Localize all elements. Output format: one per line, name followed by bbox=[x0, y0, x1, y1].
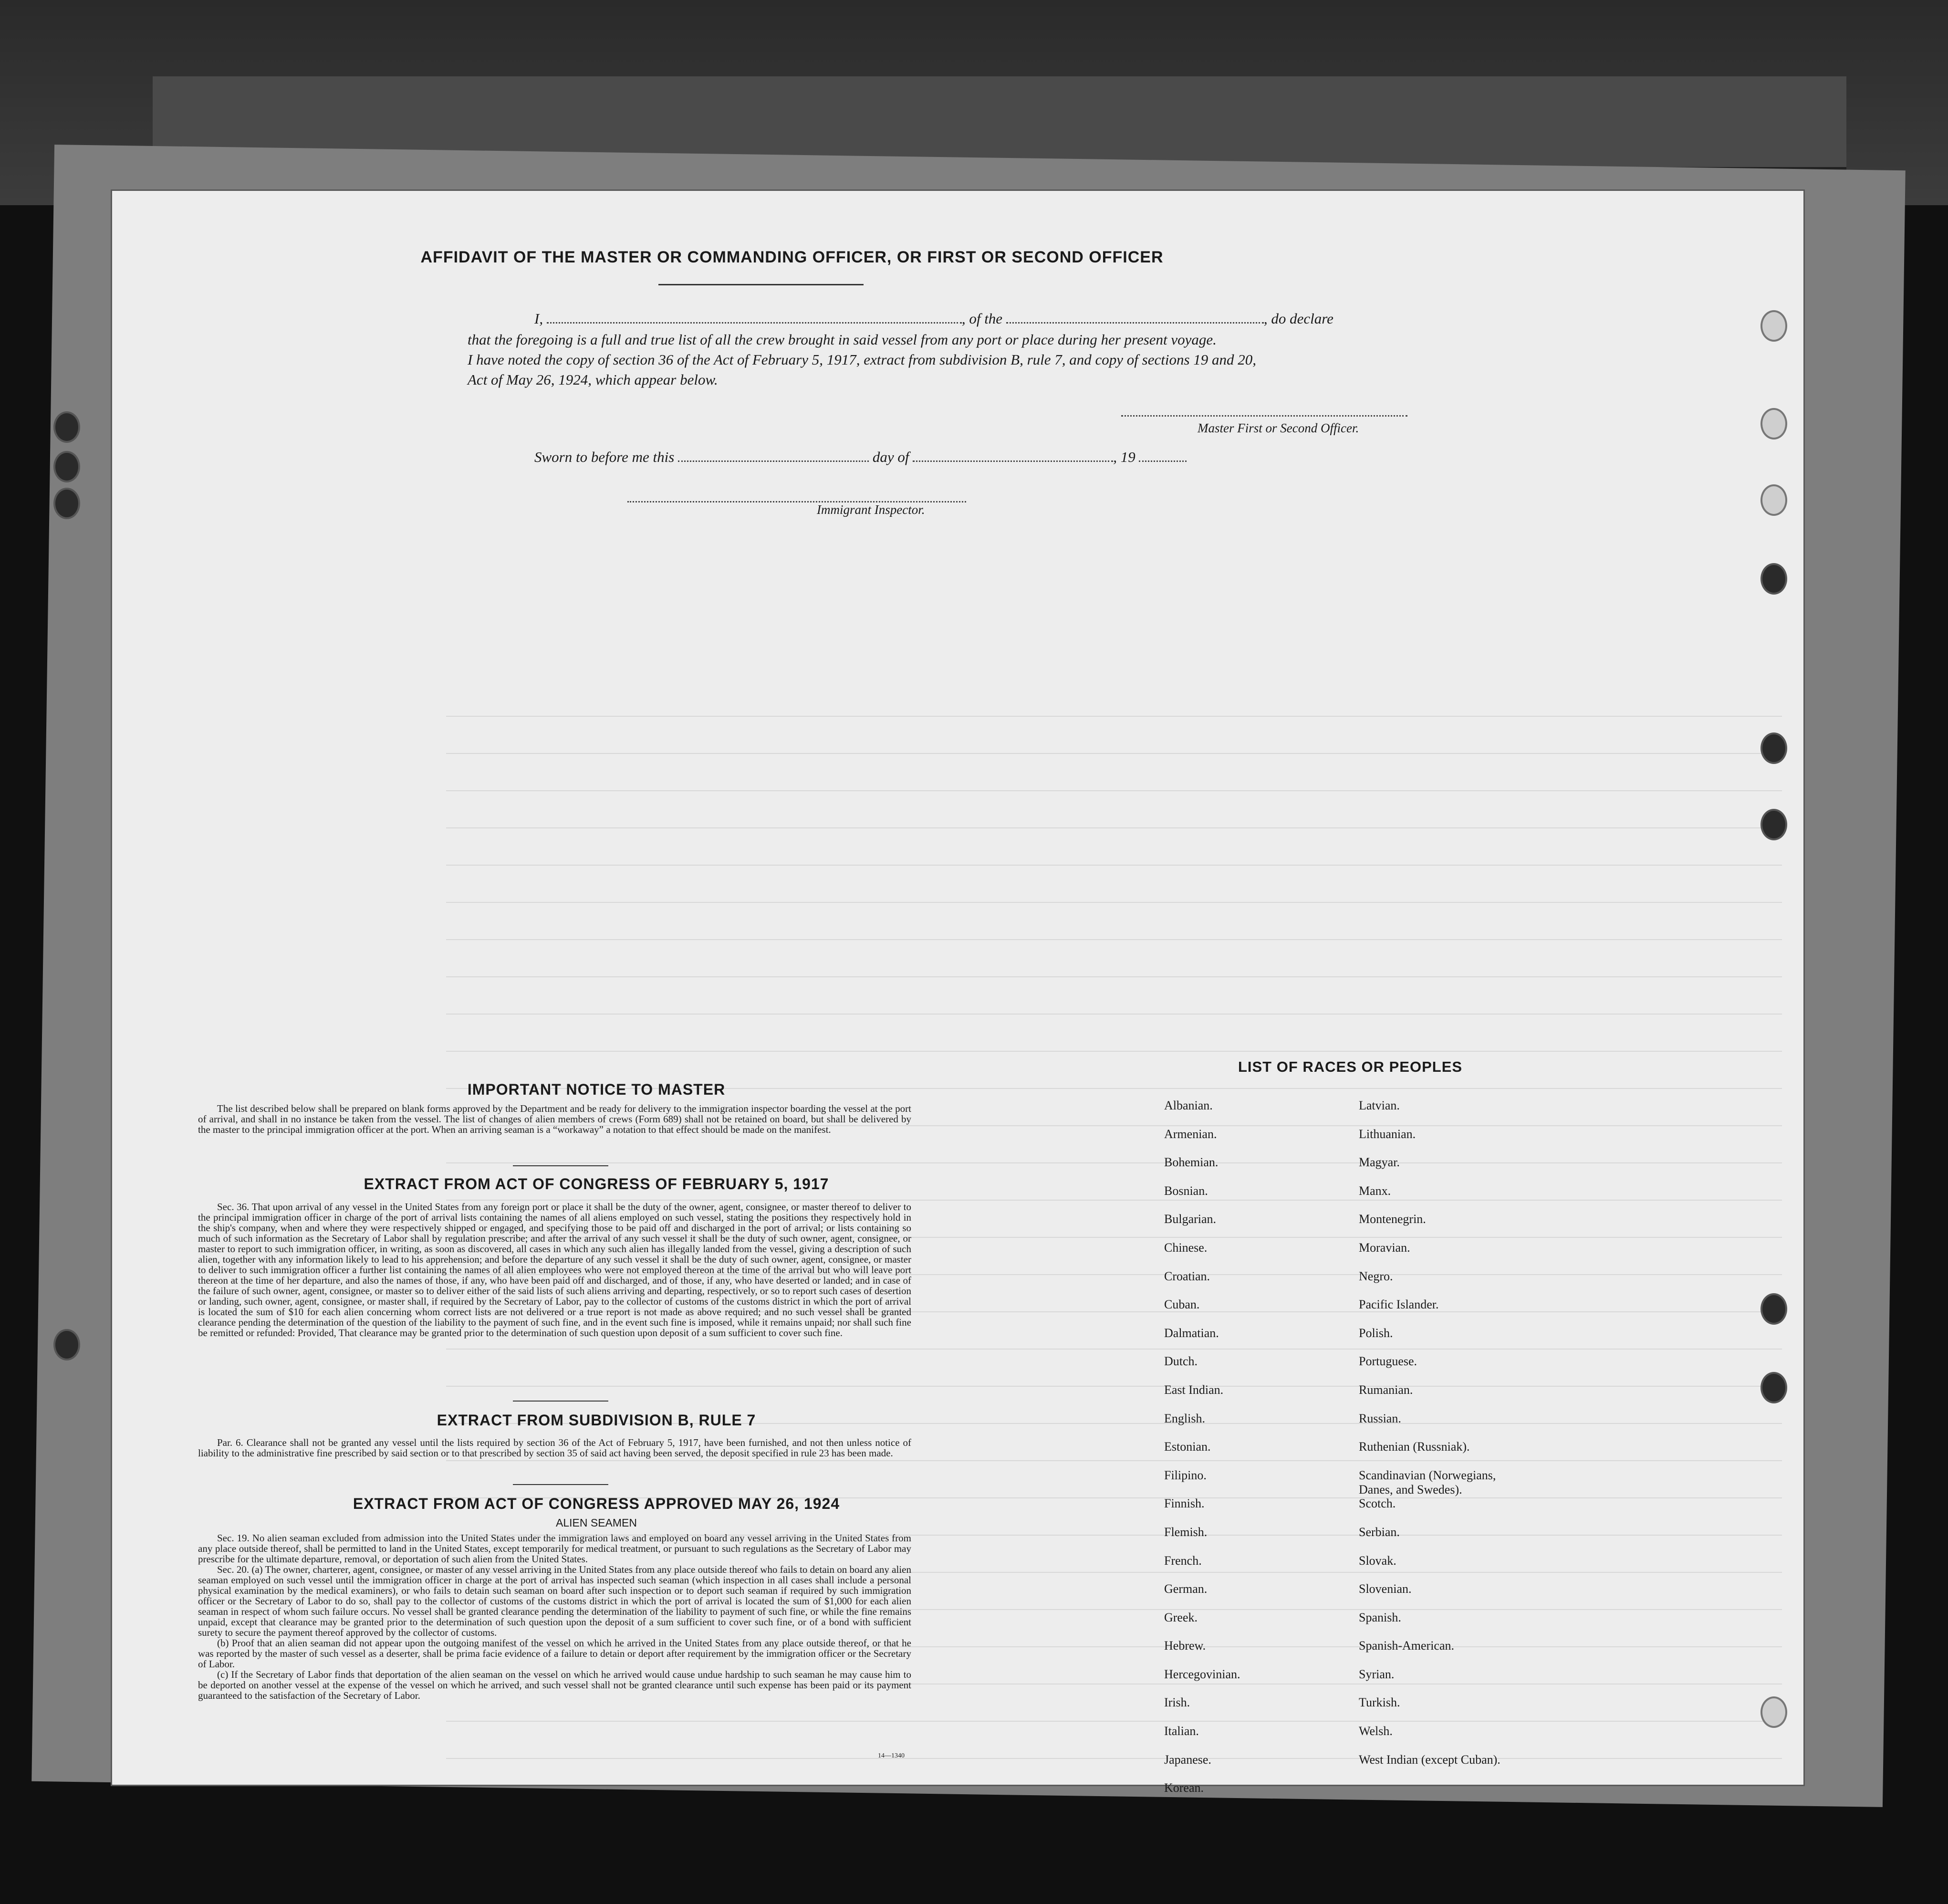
race-item: Polish. bbox=[1359, 1326, 1393, 1340]
section-20a-text: Sec. 20. (a) The owner, charterer, agent, consignee, or master of any vessel arriving in the United States from any place outside thereof who fails to detain on board any alien seaman employed on such vessel until the immigration officer in charge at the port of arrival has inspected such seaman (which inspection in all cases shall include a personal physical examination by the medical examiners), or who fails to detain such seaman on board after such inspection or to deport such seaman if required by such immigration officer or the Secretary of Labor to do so, shall pay to the collector of customs of the customs district in which the port of arrival is located the sum of $1,000 for each alien seaman in respect of whom such failure occurs. No vessel shall be granted clearance pending the determination of the liability to payment of such fine, or while the fine remains unpaid, except that clearance may be granted prior to the determination of such question upon the deposit of a sum sufficient to cover such fine, or of a bond with sufficient surety to secure the payment thereof approved by the collector of customs. bbox=[198, 1564, 911, 1638]
binder-hole bbox=[53, 411, 80, 443]
race-item: Hercegovinian. bbox=[1164, 1667, 1240, 1681]
race-item: Welsh. bbox=[1359, 1724, 1393, 1738]
notice-title: IMPORTANT NOTICE TO MASTER bbox=[467, 1081, 726, 1098]
inspector-signature-field[interactable] bbox=[627, 492, 966, 502]
race-item: Korean. bbox=[1164, 1781, 1204, 1795]
race-item: Danes, and Swedes). bbox=[1359, 1482, 1462, 1496]
affidavit-i-label: I, bbox=[534, 310, 543, 327]
race-item: Finnish. bbox=[1164, 1496, 1205, 1511]
race-item: French. bbox=[1164, 1553, 1202, 1568]
section-divider bbox=[513, 1484, 608, 1485]
race-item: Ruthenian (Russniak). bbox=[1359, 1440, 1470, 1454]
race-item: Rumanian. bbox=[1359, 1382, 1413, 1397]
race-item: Chinese. bbox=[1164, 1240, 1208, 1255]
binder-hole bbox=[1760, 310, 1787, 342]
sworn-year-field[interactable] bbox=[1139, 460, 1187, 462]
race-item: Dutch. bbox=[1164, 1354, 1198, 1369]
race-item: Croatian. bbox=[1164, 1269, 1210, 1283]
race-item: English. bbox=[1164, 1411, 1205, 1425]
binder-hole bbox=[1760, 484, 1787, 516]
race-item: Hebrew. bbox=[1164, 1639, 1206, 1653]
rule7-title: EXTRACT FROM SUBDIVISION B, RULE 7 bbox=[437, 1412, 756, 1429]
race-item: Slovenian. bbox=[1359, 1582, 1412, 1596]
binder-hole bbox=[1760, 1372, 1787, 1403]
race-item: Negro. bbox=[1359, 1269, 1393, 1283]
race-item: East Indian. bbox=[1164, 1382, 1224, 1397]
race-item: Syrian. bbox=[1359, 1667, 1395, 1681]
section-20b-text: (b) Proof that an alien seaman did not appear upon the outgoing manifest of the vessel on which he arrived in the United States from any place outside thereof, or that he was reported by the master of such vessel as a deserter, shall be prima facie evidence of a failure to detain or deport after requirement by the immigration officer or the Secretary of Labor. bbox=[198, 1637, 911, 1670]
race-item: Greek. bbox=[1164, 1610, 1198, 1624]
race-item: Dalmatian. bbox=[1164, 1326, 1219, 1340]
race-item: Magyar. bbox=[1359, 1155, 1400, 1170]
race-item: Filipino. bbox=[1164, 1468, 1207, 1482]
binder-hole bbox=[1760, 408, 1787, 439]
binder-hole bbox=[1760, 563, 1787, 595]
binder-hole bbox=[1760, 809, 1787, 840]
sworn-month-field[interactable] bbox=[913, 460, 1113, 462]
binder-hole bbox=[1760, 1293, 1787, 1325]
race-item: Manx. bbox=[1359, 1183, 1391, 1198]
race-item: Irish. bbox=[1164, 1695, 1190, 1710]
race-item: Cuban. bbox=[1164, 1297, 1200, 1312]
section-20c-text: (c) If the Secretary of Labor finds that deportation of the alien seaman on the vessel on which he arrived would cause undue hardship to such seaman he may cause him to be deported on another vessel at the expense of the vessel on which he arrived, and such vessel shall not be granted clearance until such expense has been paid or its payment guaranteed to the satisfaction of the Secretary of Labor. bbox=[198, 1669, 911, 1701]
race-item: Japanese. bbox=[1164, 1752, 1211, 1767]
race-item: Estonian. bbox=[1164, 1440, 1211, 1454]
sworn-prefix: Sworn to before me this bbox=[534, 449, 675, 465]
sworn-day-label: day of bbox=[872, 449, 909, 465]
races-left-column bbox=[1164, 1098, 1336, 1810]
races-right-column bbox=[1359, 1098, 1578, 1781]
race-item: Serbian. bbox=[1359, 1525, 1400, 1539]
race-item: Flemish. bbox=[1164, 1525, 1208, 1539]
alien-seamen-subtitle: ALIEN SEAMEN bbox=[556, 1517, 637, 1529]
master-name-field[interactable] bbox=[547, 322, 962, 324]
races-title: LIST OF RACES OR PEOPLES bbox=[1238, 1058, 1463, 1075]
race-item: Russian. bbox=[1359, 1411, 1401, 1425]
title-divider bbox=[658, 284, 864, 285]
affidavit-line-2: that the foregoing is a full and true list of all the crew brought in said vessel from any port or place during her present voyage. bbox=[468, 331, 1217, 348]
binder-hole bbox=[53, 488, 80, 519]
race-item: Lithuanian. bbox=[1359, 1127, 1416, 1141]
race-item: German. bbox=[1164, 1582, 1208, 1596]
section-divider bbox=[513, 1401, 608, 1402]
extract-1917-text: Sec. 36. That upon arrival of any vessel in the United States from any foreign port or place it shall be the duty of the owner, agent, consignee, or master thereof to deliver to the principal immigration officer in charge of the port of arrival lists containing the names of all aliens employed on such vessel, stating the positions they respectively hold in the ship's company, when and where they were respectively shipped or engaged, and specifying those to be paid off and discharged in the port of arrival; or lists containing so much of such information as the Secretary of Labor shall by regulation prescribe; and after the arrival of any such vessel it shall be the duty of such owner, agent, consignee, or master to report to such immigration officer, in writing, as soon as discovered, all cases in which any such alien has illegally landed from the vessel, giving a description of such alien, together with any information likely to lead to his apprehension; and before the departure of any such vessel it shall be the duty of such owner, agent, consignee, or master to deliver to such immigration officer a further list containing the names of all alien employees who were not employed thereon at the time of the arrival but who will leave port thereon at the time of her departure, and also the names of those, if any, who have been paid off and discharged, and of those, if any, who have deserted or landed; and in case of the failure of such owner, agent, consignee, or master so to deliver either of the said lists of such aliens arriving and departing, respectively, or so to report such cases of desertion or landing, such owner, agent, consignee, or master shall, if required by the Secretary of Labor, pay to the collector of customs of the customs district in which the port of arrival is located the sum of $10 for each alien concerning whom correct lists are not delivered or a true report is not made as above required; and no such vessel shall be granted clearance pending the determination of the question of the liability to the payment of such fine, and in the event such fine is imposed, while it remains unpaid; nor shall such fine be remitted or refunded: Provided, That clearance may be granted prior to the determination of such question upon deposit of a sum sufficient to cover such fine. bbox=[198, 1201, 911, 1339]
affidavit-of-label: , of the bbox=[961, 310, 1003, 327]
race-item: Spanish-American. bbox=[1359, 1639, 1455, 1653]
sworn-day-field[interactable] bbox=[678, 460, 869, 462]
binder-hole bbox=[53, 1329, 80, 1360]
extract-1924-title: EXTRACT FROM ACT OF CONGRESS APPROVED MAY 26, 1924 bbox=[353, 1495, 840, 1512]
race-item: Italian. bbox=[1164, 1724, 1199, 1738]
race-item: Bosnian. bbox=[1164, 1183, 1208, 1198]
race-item: Spanish. bbox=[1359, 1610, 1401, 1624]
form-number: 14—1340 bbox=[878, 1752, 905, 1759]
master-signature-field[interactable] bbox=[1121, 406, 1407, 417]
race-item: Moravian. bbox=[1359, 1240, 1410, 1255]
race-item: Scotch. bbox=[1359, 1496, 1396, 1511]
extract-1924-text bbox=[198, 1533, 911, 1701]
section-divider bbox=[513, 1165, 608, 1166]
affidavit-line-4: Act of May 26, 1924, which appear below. bbox=[468, 371, 718, 388]
race-item: Slovak. bbox=[1359, 1553, 1396, 1568]
notice-text: The list described below shall be prepared on blank forms approved by the Department and be ready for delivery to the immigration inspector boarding the vessel at the port of arrival, and shall in no instance be taken from the vessel. The list of changes of alien members of crews (Form 689) shall not be retained on board, but shall be delivered by the master to the principal immigration officer at the port. When an arriving seaman is a “workaway” a notation to that effect should be made on the manifest. bbox=[198, 1103, 911, 1135]
extract-1917-title: EXTRACT FROM ACT OF CONGRESS OF FEBRUARY 5, 1917 bbox=[364, 1175, 829, 1193]
binder-hole bbox=[1760, 732, 1787, 764]
affidavit-title: AFFIDAVIT OF THE MASTER OR COMMANDING OFFICER, OR FIRST OR SECOND OFFICER bbox=[420, 248, 1164, 266]
vessel-name-field[interactable] bbox=[1006, 322, 1264, 324]
race-item: Scandinavian (Norwegians, bbox=[1359, 1468, 1496, 1482]
sworn-line bbox=[534, 448, 1250, 467]
race-item: Portuguese. bbox=[1359, 1354, 1417, 1369]
sworn-year-label: , 19 bbox=[1113, 449, 1135, 465]
rule7-text: Par. 6. Clearance shall not be granted any vessel until the lists required by section 36 of the Act of February 5, 1917, have been furnished, and not then unless notice of liability to the administrative fine prescribed by said section or to that prescribed by section 35 of said act having been served, the deposit specified in rule 23 has been made. bbox=[198, 1437, 911, 1459]
race-item: Montenegrin. bbox=[1359, 1212, 1426, 1226]
affidavit-line-1 bbox=[534, 309, 1431, 328]
race-item: Albanian. bbox=[1164, 1098, 1213, 1112]
binder-hole bbox=[1760, 1696, 1787, 1728]
race-item: Bulgarian. bbox=[1164, 1212, 1217, 1226]
affidavit-line-3: I have noted the copy of section 36 of the Act of February 5, 1917, extract from subdivision B, rule 7, and copy of sections 19 and 20, bbox=[468, 351, 1257, 368]
race-item: Turkish. bbox=[1359, 1695, 1400, 1710]
race-item: Latvian. bbox=[1359, 1098, 1400, 1112]
affidavit-declare-label: , do declare bbox=[1263, 310, 1333, 327]
race-item: West Indian (except Cuban). bbox=[1359, 1752, 1500, 1767]
binder-hole bbox=[53, 451, 80, 482]
inspector-signature-label: Immigrant Inspector. bbox=[817, 502, 925, 517]
section-19-text: Sec. 19. No alien seaman excluded from admission into the United States under the immigration laws and employed on board any vessel arriving in the United States from any place outside thereof, shall be permitted to land in the United States, except temporarily for medical treatment, or pursuant to such regulations as the Secretary of Labor may prescribe for the ultimate departure, removal, or deportation of such alien from the United States. bbox=[198, 1532, 911, 1565]
master-signature-label: Master First or Second Officer. bbox=[1198, 421, 1359, 435]
race-item: Pacific Islander. bbox=[1359, 1297, 1439, 1312]
race-item: Armenian. bbox=[1164, 1127, 1217, 1141]
race-item: Bohemian. bbox=[1164, 1155, 1219, 1170]
